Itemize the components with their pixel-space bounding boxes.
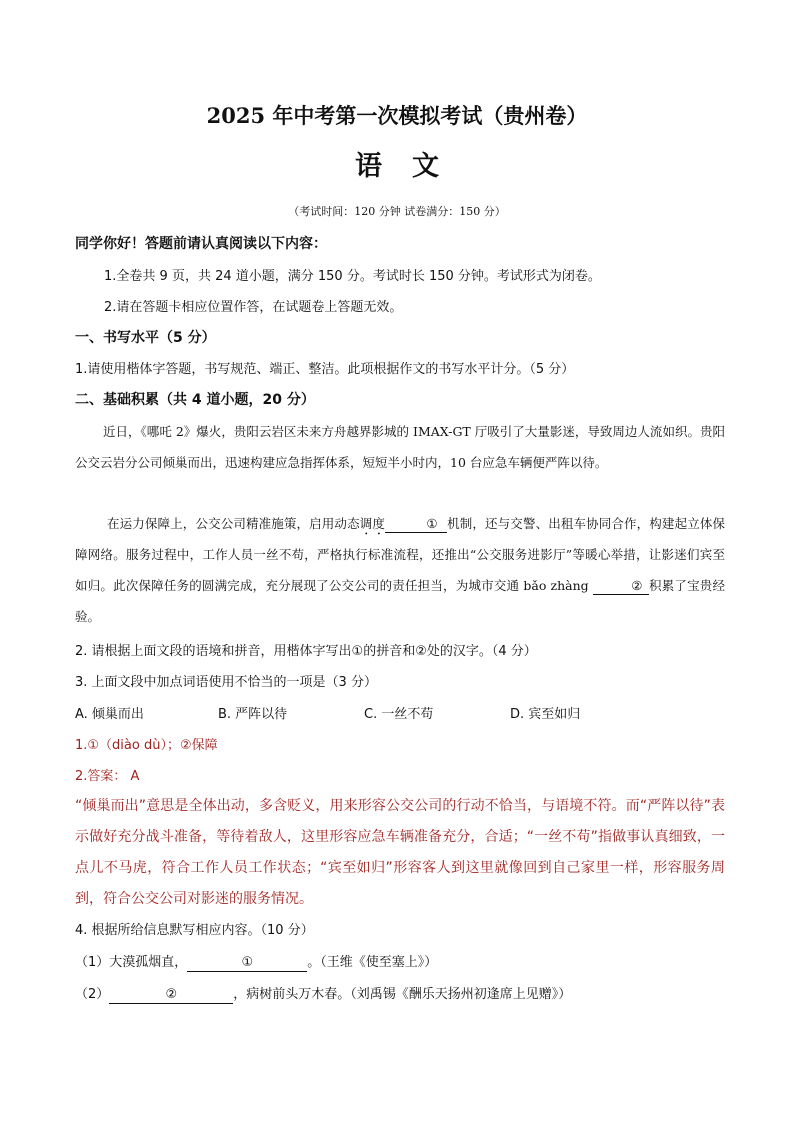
q4-blank-1: ①: [187, 955, 307, 972]
q4-line-1: [75, 951, 437, 972]
answer-2-label: 2.答案： A: [75, 769, 140, 784]
passage-p2-text-b: 机制，还与交警、出租车协同合作，构建起立体保障网络。服务过程中，工作人员一丝不苟，严格执行标准流程，还推出“公交服务进影厅”等暖心举措，让影迷们宾至如归。此次保障任务的圆满完成，充分展现了公交公司的责任担当，为城市交通 bǎo zhàng: [75, 516, 725, 593]
q4-2-suffix: ，病树前头万木春。（刘禹锡《酬乐天扬州初逢席上见赠》）: [233, 987, 572, 1002]
question-1: 1.请使用楷体字答题，书写规范、端正、整洁。此项根据作文的书写水平计分。（5 分）: [75, 362, 575, 377]
q4-1-suffix: 。（王维《使至塞上》）: [307, 955, 438, 970]
notice-heading: 同学你好！答题前请认真阅读以下内容：: [75, 236, 327, 252]
q3-option-a: A. 倾巢而出: [75, 707, 144, 722]
time-info: （考试时间：120 分钟 试卷满分：150 分）: [288, 205, 506, 218]
blank-2: ②: [593, 578, 649, 595]
section1-heading: 一、书写水平（5 分）: [75, 330, 216, 346]
section2-heading: 二、基础积累（共 4 道小题，20 分）: [75, 392, 315, 408]
q4-1-prefix: （1）大漠孤烟直，: [75, 955, 188, 970]
subject-title: 语文: [355, 151, 469, 182]
q3-option-b: B. 严阵以待: [218, 707, 288, 722]
notice-item-2: 2.请在答题卡相应位置作答，在试题卷上答题无效。: [104, 300, 403, 315]
blank-1: ①: [385, 516, 447, 533]
answer-1: 1.①（diào dù）；②保障: [75, 738, 218, 753]
q3-option-c: C. 一丝不苟: [364, 707, 434, 722]
passage-p2-text-c: 积累了宝贵经验。: [75, 578, 725, 624]
q3-option-d: D. 宾至如归: [510, 707, 581, 722]
q4-line-2: [75, 983, 571, 1004]
question-3: 3. 上面文段中加点词语使用不恰当的一项是（3 分）: [75, 675, 377, 690]
passage-paragraph-1: 近日，《哪吒 2》爆火，贵阳云岩区未来方舟越界影城的 IMAX-GT 厅吸引了大量影迷，导致周边人流如织。贵阳公交云岩分公司倾巢而出，迅速构建应急指挥体系，短短半小时内，10 台应急车辆便严阵以待。: [75, 424, 725, 470]
q4-2-prefix: （2）: [75, 987, 110, 1002]
q4-blank-2: ②: [109, 987, 233, 1004]
answer-2-explanation: “倾巢而出”意思是全体出动，多含贬义，用来形容公交公司的行动不恰当，与语境不符。而“严阵以待”表示做好充分战斗准备，等待着敌人，这里形容应急车辆准备充分，合适；“一丝不苟”指做事认真细致，一点儿不马虎，符合工作人员工作状态；“宾至如归”形容客人到这里就像回到自己家里一样，形容服务周到，符合公交公司对影迷的服务情况。: [75, 798, 725, 907]
exam-title: 2025 年中考第一次模拟考试（贵州卷）: [206, 103, 588, 128]
passage-paragraph-2: [75, 508, 725, 632]
question-2: 2. 请根据上面文段的语境和拼音，用楷体字写出①的拼音和②处的汉字。（4 分）: [75, 644, 537, 659]
question-4: 4. 根据所给信息默写相应内容。（10 分）: [75, 923, 314, 938]
notice-item-1: 1.全卷共 9 页，共 24 道小题，满分 150 分。考试时长 150 分钟。考试形式为闭卷。: [104, 269, 601, 284]
passage-p2-text-a: 在运力保障上，公交公司精准施策，启用动态: [107, 516, 360, 531]
dotted-word: 调度: [359, 516, 385, 531]
